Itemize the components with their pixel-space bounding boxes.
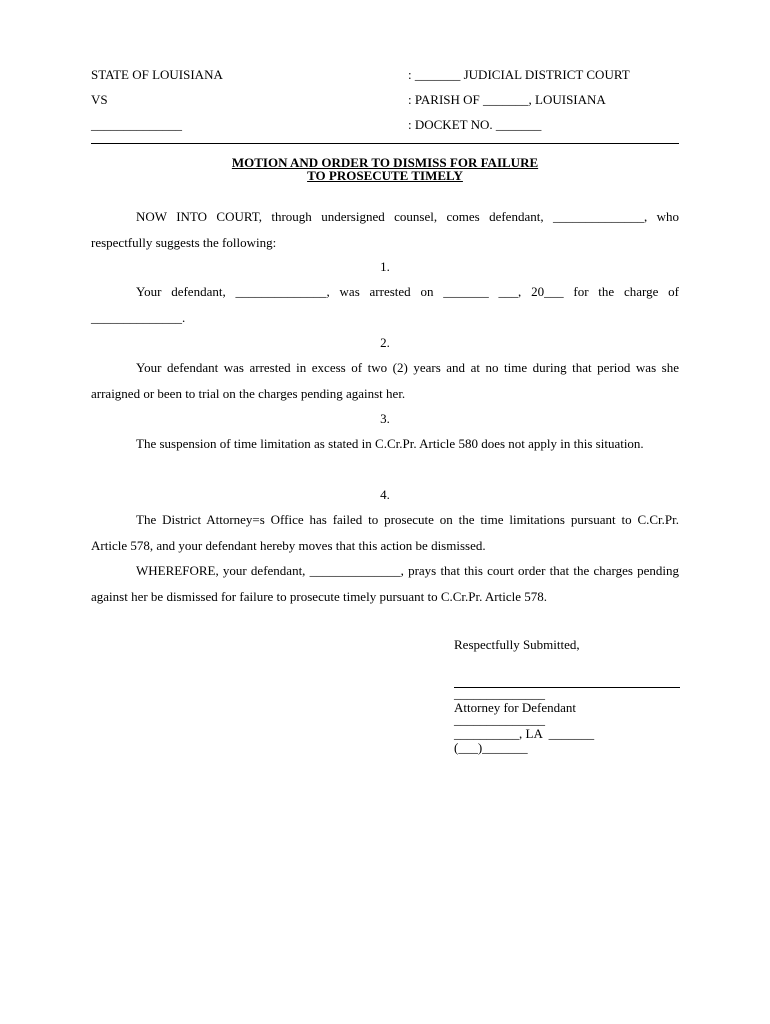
section-paragraph: The District Attorney=s Office has failed to prosecute on the time limitations pursuant to C.Cr.Pr. Article 578, and your defendant hereby moves that this action be dismissed. <box>91 512 679 553</box>
section-number: 1. <box>380 259 390 274</box>
wherefore-paragraph: WHEREFORE, your defendant, ______________, prays that this court order that the charges pending against her be dismissed for failure to prosecute timely pursuant to C.Cr.Pr. Article 578. <box>91 563 679 604</box>
signature-closing: Respectfully Submitted, <box>454 637 580 652</box>
signature-address-blank: ______________ <box>454 712 545 727</box>
document-title-line-2: TO PROSECUTE TIMELY <box>307 168 463 183</box>
section-number: 2. <box>380 335 390 350</box>
document-title-line-1: MOTION AND ORDER TO DISMISS FOR FAILURE <box>231 155 539 170</box>
caption-state: STATE OF LOUISIANA <box>91 67 223 82</box>
section-number: 3. <box>380 411 390 426</box>
caption-vs: VS <box>91 92 108 107</box>
caption-docket: : DOCKET NO. _______ <box>408 117 542 132</box>
caption-divider <box>91 143 679 144</box>
signature-phone: (___)_______ <box>454 740 528 755</box>
section-number: 4. <box>380 487 390 502</box>
signature-city-state: __________, LA _______ <box>454 726 595 741</box>
section-paragraph: Your defendant, ______________, was arrested on _______ ___, 20___ for the charge of ______________. <box>91 284 679 325</box>
signature-role: Attorney for Defendant <box>454 700 577 715</box>
caption-parish: : PARISH OF _______, LOUISIANA <box>408 92 606 107</box>
caption-party-blank: ______________ <box>91 117 182 132</box>
signature-blank: ______________ <box>454 686 545 701</box>
intro-paragraph: NOW INTO COURT, through undersigned counsel, comes defendant, ______________, who respectfully suggests the following: <box>91 209 679 250</box>
section-paragraph: Your defendant was arrested in excess of two (2) years and at no time during that period was she arraigned or been to trial on the charges pending against her. <box>91 360 679 401</box>
caption-court: : _______ JUDICIAL DISTRICT COURT <box>408 67 630 82</box>
section-paragraph: The suspension of time limitation as stated in C.Cr.Pr. Article 580 does not apply in this situation. <box>136 436 644 451</box>
